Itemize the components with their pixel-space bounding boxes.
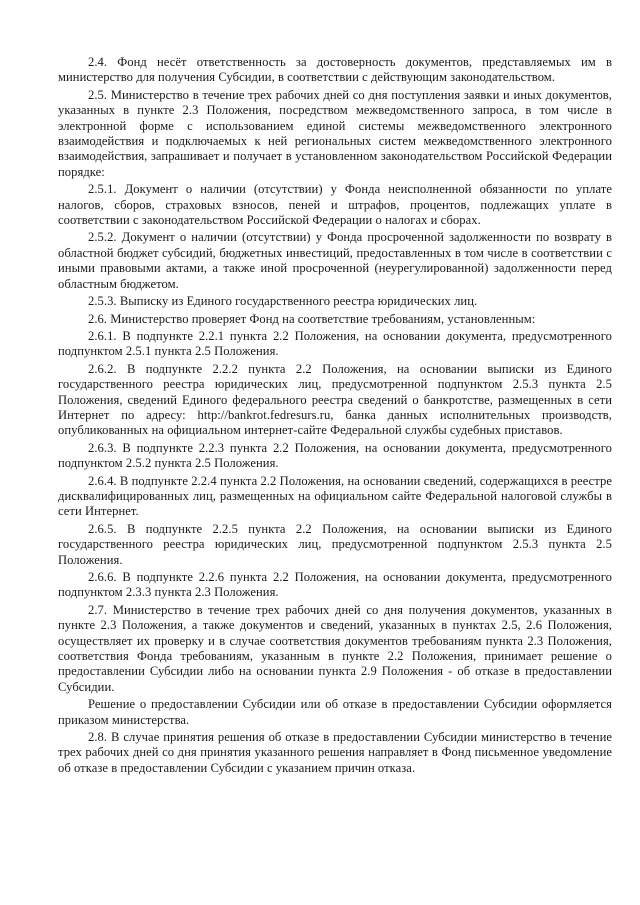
paragraph-2-5-3: 2.5.3. Выписку из Единого государственного реестра юридических лиц. — [88, 294, 478, 309]
paragraph-2-8: 2.8. В случае принятия решения об отказе в предоставлении Субсидии министерство в течение трех рабочих дней со дня принятия указанного решения направляет в Фонд письменное уведомление об отказе в предоставлении Субсидии с указанием причин отказа. — [58, 730, 612, 775]
paragraph-2-5-2: 2.5.2. Документ о наличии (отсутствии) у Фонда просроченной задолженности по возврату в областной бюджет субсидий, бюджетных инвестиций, предоставленных в том числе в соответствии с иными правовыми актами, а также иной просроченной (неурегулированной) задолженности перед областным бюджетом. — [58, 230, 612, 291]
paragraph-2-5-1: 2.5.1. Документ о наличии (отсутствии) у Фонда неисполненной обязанности по уплате налогов, сборов, страховых взносов, пеней и штрафов, процентов, подлежащих уплате в соответствии с законодательством Российской Федерации о налогах и сборах. — [58, 182, 612, 228]
paragraph-2-6-2: 2.6.2. В подпункте 2.2.2 пункта 2.2 Положения, на основании выписки из Единого государственного реестра юридических лиц, предусмотренной подпунктом 2.5.3 пункта 2.5 Положения, сведений Единого федерального реестра сведений о банкротстве, размещенных в сети Интернет по адресу: http://bankrot.fedresurs.ru, банка данных исполнительных производств, опубликованных на официальном интернет-сайте Федеральной службы судебных приставов. — [58, 361, 612, 438]
paragraph-2-7: 2.7. Министерство в течение трех рабочих дней со дня получения документов, указанных в пункте 2.3 Положения, а также документов и сведений, указанных в пунктах 2.5, 2.6 Положения, осуществляет их проверку и в случае соответствия документов требованиям пункта 2.3 Положения, соответствия Фонда требованиям, указанным в пункте 2.2 Положения, принимает решение о предоставлении Субсидии либо на основании пункта 2.9 Положения - об отказе в предоставлении Субсидии. — [58, 602, 612, 694]
paragraph-2-6-5: 2.6.5. В подпункте 2.2.5 пункта 2.2 Положения, на основании выписки из Единого государственного реестра юридических лиц, предусмотренной подпунктом 2.5.3 пункта 2.5 Положения. — [58, 521, 612, 567]
paragraph-2-5: 2.5. Министерство в течение трех рабочих дней со дня поступления заявки и иных документов, указанных в пункте 2.3 Положения, посредством межведомственного запроса, в том числе в электронной форме с использованием единой системы межведомственного электронного взаимодействия и подключаемых к ней региональных систем межведомственного электронного взаимодействия, запрашивает и получает в установленном законодательством Российской Федерации порядке: — [58, 87, 612, 179]
paragraph-decision: Решение о предоставлении Субсидии или об отказе в предоставлении Субсидии оформляется приказом министерства. — [58, 697, 612, 727]
paragraph-2-6-4: 2.6.4. В подпункте 2.2.4 пункта 2.2 Положения, на основании сведений, содержащихся в реестре дисквалифицированных лиц, размещенных на официальном сайте Федеральной налоговой службы в сети Интернет. — [58, 473, 612, 519]
paragraph-2-6: 2.6. Министерство проверяет Фонд на соответствие требованиям, установленным: — [88, 311, 536, 326]
paragraph-2-6-6: 2.6.6. В подпункте 2.2.6 пункта 2.2 Положения, на основании документа, предусмотренного подпунктом 2.3.3 пункта 2.3 Положения. — [58, 570, 612, 600]
paragraph-2-6-1: 2.6.1. В подпункте 2.2.1 пункта 2.2 Положения, на основании документа, предусмотренного подпунктом 2.5.1 пункта 2.5 Положения. — [58, 328, 612, 359]
paragraph-2-4: 2.4. Фонд несёт ответственность за достоверность документов, представляемых им в министерство для получения Субсидии, в соответствии с действующим законодательством. — [58, 55, 612, 85]
paragraph-2-6-3: 2.6.3. В подпункте 2.2.3 пункта 2.2 Положения, на основании документа, предусмотренного подпунктом 2.5.2 пункта 2.5 Положения. — [58, 440, 612, 471]
